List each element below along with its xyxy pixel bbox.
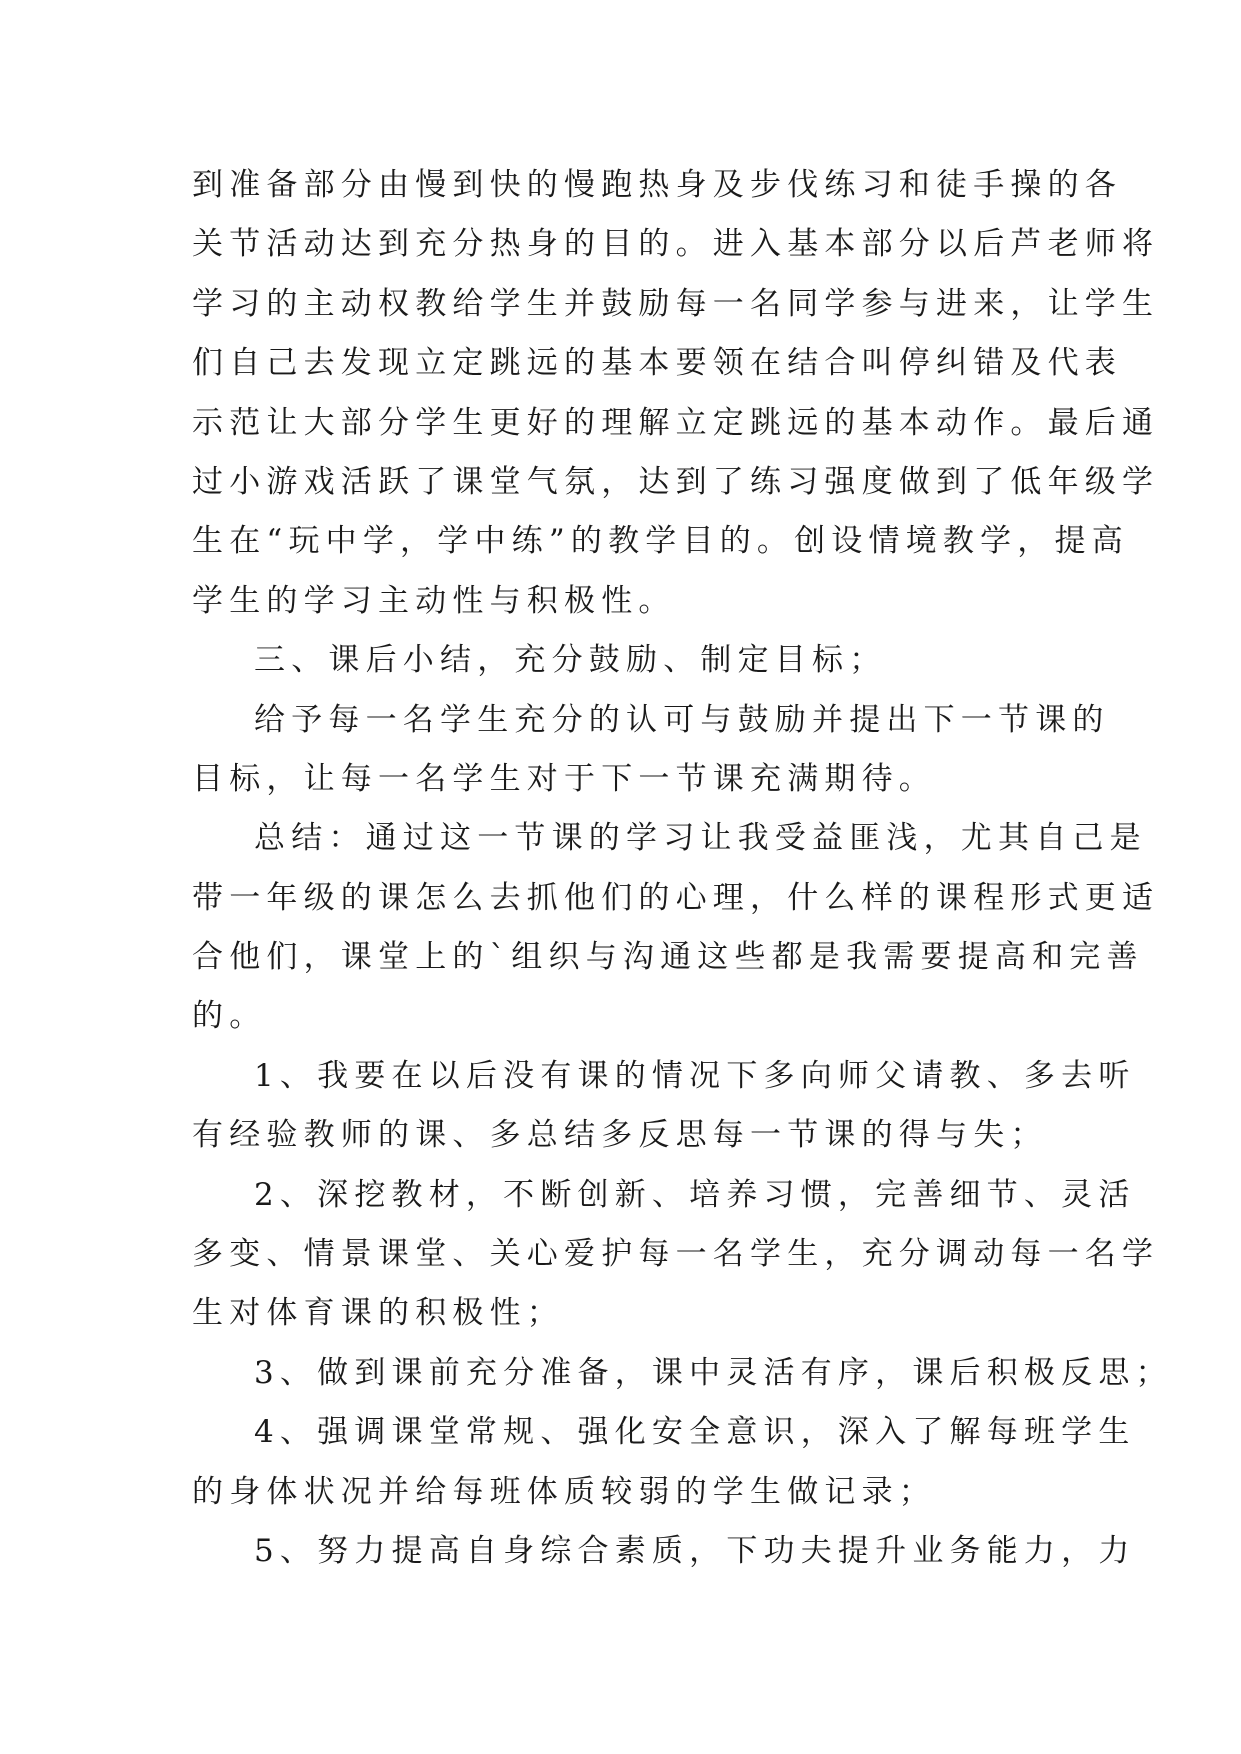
text-line: 合他们，课堂上的`组织与沟通这些都是我需要提高和完善 <box>192 939 1144 976</box>
text-line: 目标，让每一名学生对于下一节课充满期待。 <box>192 760 936 797</box>
text-line: 学习的主动权教给学生并鼓励每一名同学参与进来，让学生 <box>192 285 1160 322</box>
text-line: 有经验教师的课、多总结多反思每一节课的得与失； <box>192 1117 1048 1154</box>
body-text <box>192 156 1173 1581</box>
text-line: 的身体状况并给每班体质较弱的学生做记录； <box>192 1473 936 1510</box>
text-line: 生在“玩中学，学中练”的教学目的。创设情境教学，提高 <box>192 523 1129 560</box>
text-line: 多变、情景课堂、关心爱护每一名学生，充分调动每一名学 <box>192 1236 1160 1273</box>
text-line: 关节活动达到充分热身的目的。进入基本部分以后芦老师将 <box>192 226 1160 263</box>
text-line: 带一年级的课怎么去抓他们的心理，什么样的课程形式更适 <box>192 879 1160 916</box>
text-line: 总结：通过这一节课的学习让我受益匪浅，尤其自己是 <box>254 820 1147 857</box>
text-line: 们自己去发现立定跳远的基本要领在结合叫停纠错及代表 <box>192 345 1122 382</box>
text-line: 给予每一名学生充分的认可与鼓励并提出下一节课的 <box>254 701 1110 738</box>
section-heading: 三、课后小结，充分鼓励、制定目标； <box>254 642 887 679</box>
list-item: 4、强调课堂常规、强化安全意识，深入了解每班学生 <box>254 1414 1136 1451</box>
text-line: 生对体育课的积极性； <box>192 1295 564 1332</box>
text-line: 到准备部分由慢到快的慢跑热身及步伐练习和徒手操的各 <box>192 167 1122 203</box>
list-item: 1、我要在以后没有课的情况下多向师父请教、多去听 <box>254 1057 1136 1094</box>
text-line: 过小游戏活跃了课堂气氛，达到了练习强度做到了低年级学 <box>192 463 1160 500</box>
list-item: 2、深挖教材，不断创新、培养习惯，完善细节、灵活 <box>254 1176 1136 1213</box>
list-item: 5、努力提高自身综合素质，下功夫提升业务能力，力 <box>254 1532 1136 1569</box>
text-line: 学生的学习主动性与积极性。 <box>192 582 676 619</box>
list-item: 3、做到课前充分准备，课中灵活有序，课后积极反思； <box>254 1354 1173 1391</box>
text-line: 示范让大部分学生更好的理解立定跳远的基本动作。最后通 <box>192 404 1160 441</box>
text-line: 的。 <box>192 998 267 1035</box>
